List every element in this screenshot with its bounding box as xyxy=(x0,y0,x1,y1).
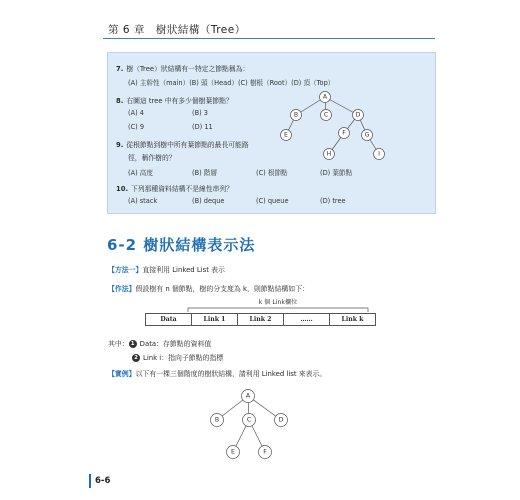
header-rule xyxy=(103,38,435,39)
example-node-b-label: B xyxy=(214,416,220,424)
where-line: 其中： 1 Data：存節點的資料值 xyxy=(108,340,212,348)
page-number: 6-6 xyxy=(95,476,111,486)
k-links-label: k 個 Link欄位 xyxy=(258,299,298,306)
method-1-tag: 【方法一】 xyxy=(108,266,143,274)
question-7: 7. 樹（Tree）狀結構有一特定之節點稱為： xyxy=(116,65,250,73)
bullet-1-badge: 1 xyxy=(129,340,137,348)
chapter-header: 第 6 章 樹狀結構（Tree） xyxy=(108,24,246,36)
question-10-option-a: (A) stack xyxy=(128,197,158,205)
quiz-tree-diagram xyxy=(278,87,388,179)
question-8-option-b: (B) 3 xyxy=(192,109,208,117)
question-8-option-d: (D) 11 xyxy=(192,123,213,131)
field-data: Data xyxy=(146,314,192,326)
node-structure-table xyxy=(145,313,376,326)
question-8-option-a: (A) 4 xyxy=(128,109,144,117)
bullet-2-badge: 2 xyxy=(132,354,140,362)
field-link-k: Link k xyxy=(330,314,376,326)
quiz-node-d-label: D xyxy=(355,111,361,119)
quiz-node-h-label: H xyxy=(326,150,332,158)
question-8: 8. 右圖這 tree 中有多少個樹葉節點？ xyxy=(116,97,233,105)
question-9-line2: 徑，稱作樹的？ xyxy=(128,154,176,162)
quiz-node-i-label: I xyxy=(378,150,380,158)
question-9-option-d: (D) 葉節點 xyxy=(320,169,353,177)
example-line: 【實例】以下有一棵三個階度的樹狀結構，請利用 Linked list 來表示。 xyxy=(108,370,327,378)
example-node-c-label: C xyxy=(246,416,252,424)
quiz-node-e-label: E xyxy=(284,131,288,139)
example-node-a-label: A xyxy=(245,392,251,400)
question-10-option-b: (B) deque xyxy=(192,197,225,205)
question-8-option-c: (C) 9 xyxy=(128,123,145,131)
approach-line: 【作法】假設樹有 n 個節點，樹的分支度為 k，則節點結構如下： xyxy=(108,285,309,293)
example-node-d-label: D xyxy=(278,416,284,424)
question-10-option-c: (C) queue xyxy=(256,197,289,205)
section-title: 6-2 樹狀結構表示法 xyxy=(107,236,256,254)
field-link-2: Link 2 xyxy=(238,314,284,326)
quiz-node-a-label: A xyxy=(322,93,328,101)
method-1-line: 【方法一】直接利用 Linked List 表示 xyxy=(108,266,225,274)
question-9-option-c: (C) 根節點 xyxy=(256,169,288,177)
approach-tag: 【作法】 xyxy=(108,285,136,293)
footer-accent-bar xyxy=(89,474,91,488)
field-link-1: Link 1 xyxy=(192,314,238,326)
quiz-node-c-label: C xyxy=(323,111,329,119)
quiz-box xyxy=(107,52,436,214)
question-9-option-b: (B) 階層 xyxy=(192,169,217,177)
quiz-node-g-label: G xyxy=(364,131,370,139)
quiz-node-f-label: F xyxy=(342,129,346,137)
question-10-option-d: (D) tree xyxy=(320,197,346,205)
question-10: 10. 下列那種資料結構不是線性串列？ xyxy=(116,185,233,193)
field-ellipsis: …… xyxy=(284,314,330,326)
question-7-options: (A) 主幹性（main）(B) 頭（Head）(C) 樹根（Root）(D) 頂（Top） xyxy=(128,79,335,87)
example-node-f-label: F xyxy=(263,448,267,456)
example-tree-diagram xyxy=(200,384,300,466)
quiz-node-b-label: B xyxy=(293,111,299,119)
example-tag: 【實例】 xyxy=(108,370,136,378)
question-9: 9. 從根節點到樹中所有葉節點的最長可能路 xyxy=(116,141,249,149)
bullet-2-line: 2 Link i：指向子節點的指標 xyxy=(132,352,223,362)
question-9-option-a: (A) 高度 xyxy=(128,169,153,177)
k-links-brace xyxy=(180,297,370,313)
example-node-e-label: E xyxy=(231,448,235,456)
